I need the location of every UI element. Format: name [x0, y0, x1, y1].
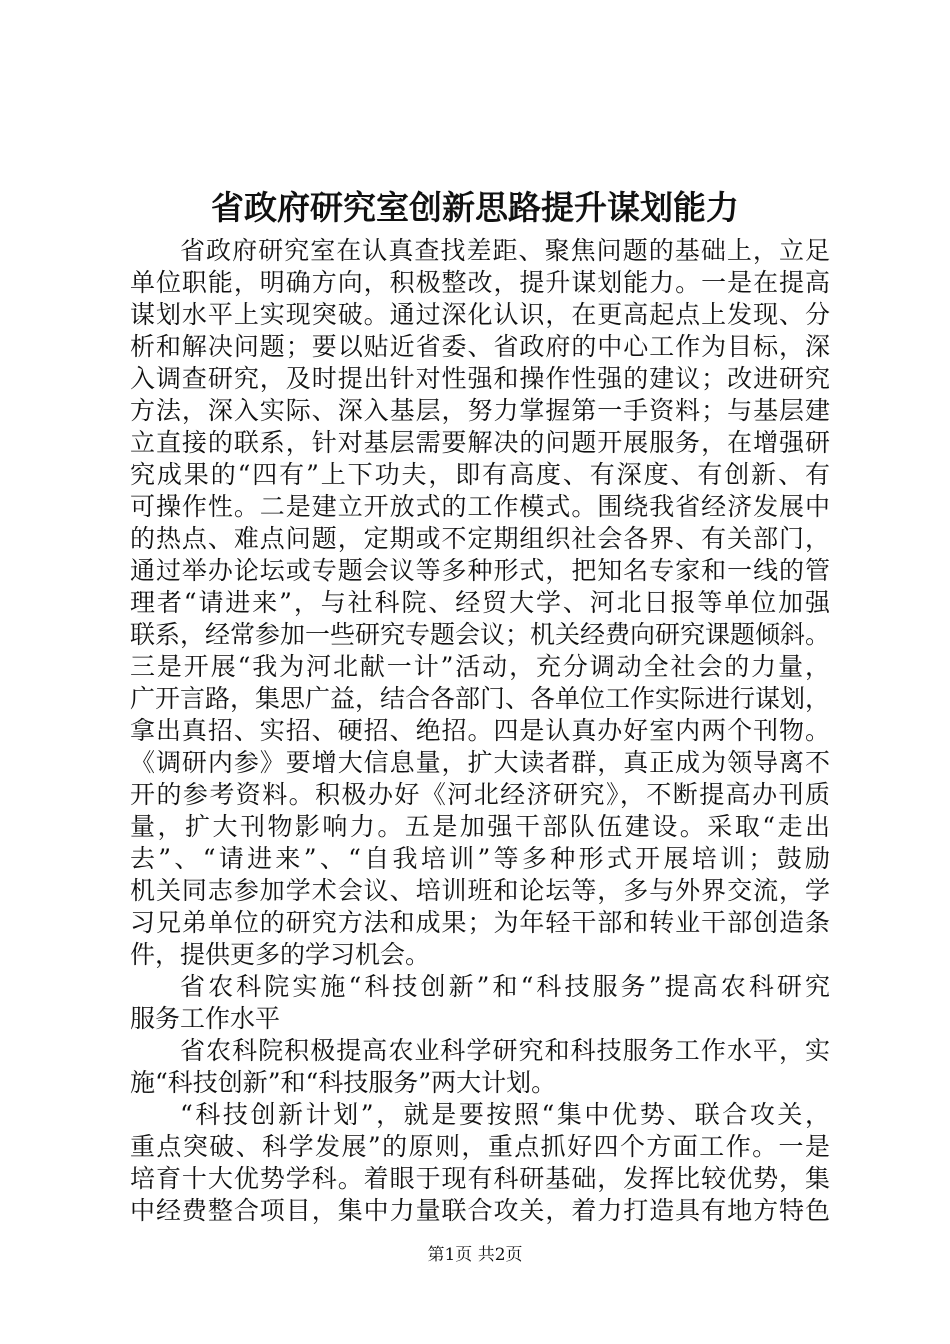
text-line: 可操作性。二是建立开放式的工作模式。围绕我省经济发展中 — [130, 492, 830, 521]
text-line: 施“科技创新”和“科技服务”两大计划。 — [130, 1068, 557, 1097]
text-line: 三是开展“我为河北献一计”活动，充分调动全社会的力量， — [130, 652, 830, 681]
text-line: 广开言路，集思广益，结合各部门、各单位工作实际进行谋划， — [130, 684, 831, 713]
text-line: 通过举办论坛或专题会议等多种形式，把知名专家和一线的管 — [130, 556, 830, 585]
text-line: 重点突破、科学发展”的原则，重点抓好四个方面工作。一是 — [130, 1132, 830, 1161]
text-line: 单位职能，明确方向，积极整改，提升谋划能力。一是在提高 — [130, 268, 830, 297]
text-line: 习兄弟单位的研究方法和成果；为年轻干部和转业干部创造条 — [130, 908, 830, 937]
text-line: 培育十大优势学科。着眼于现有科研基础，发挥比较优势，集 — [130, 1164, 830, 1193]
text-line: 拿出真招、实招、硬招、绝招。四是认真办好室内两个刊物。 — [130, 716, 830, 745]
text-line: 省农科院积极提高农业科学研究和科技服务工作水平，实 — [180, 1036, 830, 1065]
text-line: 去”、“请进来”、“自我培训”等多种形式开展培训；鼓励 — [130, 844, 830, 873]
text-line: 理者“请进来”，与社科院、经贸大学、河北日报等单位加强 — [130, 588, 830, 617]
document-body — [130, 235, 830, 1227]
text-line: 谋划水平上实现突破。通过深化认识，在更高起点上发现、分 — [130, 300, 830, 329]
text-line: 入调查研究，及时提出针对性强和操作性强的建议；改进研究 — [130, 364, 830, 393]
text-line: 开的参考资料。积极办好《河北经济研究》，不断提高办刊质 — [130, 780, 830, 809]
text-line: 量，扩大刊物影响力。五是加强干部队伍建设。采取“走出 — [130, 812, 830, 841]
text-line: “科技创新计划”，就是要按照“集中优势、联合攻关， — [180, 1100, 830, 1129]
text-line: 方法，深入实际、深入基层，努力掌握第一手资料；与基层建 — [130, 396, 830, 425]
text-line: 立直接的联系，针对基层需要解决的问题开展服务，在增强研 — [130, 428, 830, 457]
text-line: 省政府研究室在认真查找差距、聚焦问题的基础上，立足 — [180, 236, 830, 265]
paragraph-innovation-plan — [130, 1099, 830, 1227]
text-line: 究成果的“四有”上下功夫，即有高度、有深度、有创新、有 — [130, 460, 830, 489]
text-line: 机关同志参加学术会议、培训班和论坛等，多与外界交流，学 — [130, 876, 830, 905]
text-line: 的热点、难点问题，定期或不定期组织社会各界、有关部门， — [130, 524, 830, 553]
text-line: 联系，经常参加一些研究专题会议；机关经费向研究课题倾斜。 — [130, 620, 831, 649]
text-line: 件，提供更多的学习机会。 — [130, 940, 431, 969]
text-line: 服务工作水平 — [130, 1004, 281, 1033]
text-line: 中经费整合项目，集中力量联合攻关，着力打造具有地方特色 — [130, 1196, 830, 1225]
paragraph-research-office — [130, 235, 830, 971]
paragraph-academy-heading — [130, 971, 830, 1035]
page-number-footer: 第1页 共2页 — [427, 1245, 523, 1265]
document-title: 省政府研究室创新思路提升谋划能力 — [211, 188, 739, 227]
text-line: 析和解决问题；要以贴近省委、省政府的中心工作为目标，深 — [130, 332, 830, 361]
paragraph-academy-intro — [130, 1035, 830, 1099]
text-line: 省农科院实施“科技创新”和“科技服务”提高农科研究 — [180, 972, 830, 1001]
text-line: 《调研内参》要增大信息量，扩大读者群，真正成为领导离不 — [130, 748, 830, 777]
